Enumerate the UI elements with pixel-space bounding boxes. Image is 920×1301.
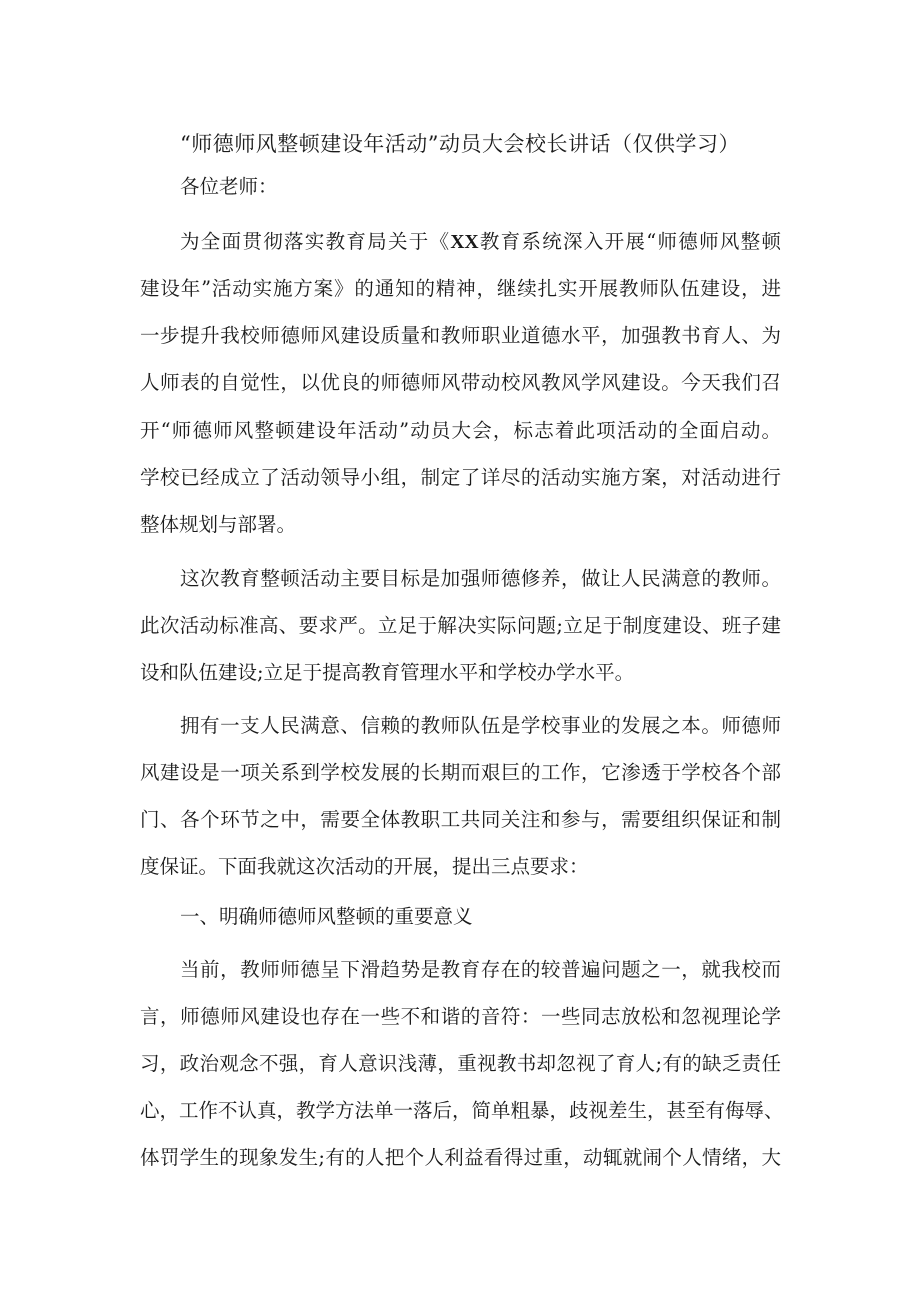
paragraph-1-line-4: 人师表的自觉性，以优良的师德师风带动校风教风学风建设。今天我们召: [140, 371, 781, 394]
paragraph-1-line-5: 开“师德师风整顿建设年活动”动员大会，标志着此项活动的全面启动。: [140, 419, 781, 442]
salutation: 各位老师：: [180, 175, 278, 198]
paragraph-1-line-3: 一步提升我校师德师风建设质量和教师职业道德水平，加强教书育人、为: [140, 324, 781, 347]
p1-l1-bold: XX: [450, 232, 479, 253]
paragraph-3-line-2: 风建设是一项关系到学校发展的长期而艰巨的工作，它渗透于学校各个部: [140, 761, 781, 784]
paragraph-3-line-3: 门、各个环节之中，需要全体教职工共同关注和参与，需要组织保证和制: [140, 808, 781, 831]
document-title: “师德师风整顿建设年活动”动员大会校长讲话（仅供学习）: [180, 132, 740, 156]
paragraph-3-line-4: 度保证。下面我就这次活动的开展，提出三点要求：: [140, 855, 589, 878]
p1-l1-post: 教育系统深入开展“师德师风整顿: [478, 230, 781, 253]
paragraph-1-line-6: 学校已经成立了活动领导小组，制定了详尽的活动实施方案，对活动进行: [140, 466, 781, 489]
paragraph-1-line-2: 建设年”活动实施方案》的通知的精神，继续扎实开展教师队伍建设，进: [140, 277, 781, 300]
paragraph-4-line-2: 言，师德师风建设也存在一些不和谐的音符：一些同志放松和忽视理论学: [140, 1005, 781, 1028]
paragraph-2-line-2: 此次活动标准高、要求严。立足于解决实际问题;立足于制度建设、班子建: [140, 614, 781, 637]
p1-l1-pre: 为全面贯彻落实教育局关于《: [180, 230, 451, 253]
paragraph-4-line-1: 当前，教师师德呈下滑趋势是教育存在的较普遍问题之一，就我校而: [180, 958, 781, 981]
paragraph-3-line-1: 拥有一支人民满意、信赖的教师队伍是学校事业的发展之本。师德师: [180, 714, 781, 737]
paragraph-4-line-4: 心，工作不认真，教学方法单一落后，简单粗暴，歧视差生，甚至有侮辱、: [140, 1099, 784, 1122]
section-heading-1: 一、明确师德师风整顿的重要意义: [180, 905, 473, 928]
paragraph-4-line-3: 习，政治观念不强，育人意识浅薄，重视教书却忽视了育人;有的缺乏责任: [140, 1052, 781, 1075]
paragraph-4-line-5: 体罚学生的现象发生;有的人把个人利益看得过重，动辄就闹个人情绪，大: [140, 1146, 781, 1169]
paragraph-1-line-1: [180, 227, 781, 258]
paragraph-1-line-7: 整体规划与部署。: [140, 513, 297, 536]
paragraph-2-line-3: 设和队伍建设;立足于提高教育管理水平和学校办学水平。: [140, 661, 635, 684]
paragraph-2-line-1: 这次教育整顿活动主要目标是加强师德修养，做让人民满意的教师。: [180, 567, 781, 590]
